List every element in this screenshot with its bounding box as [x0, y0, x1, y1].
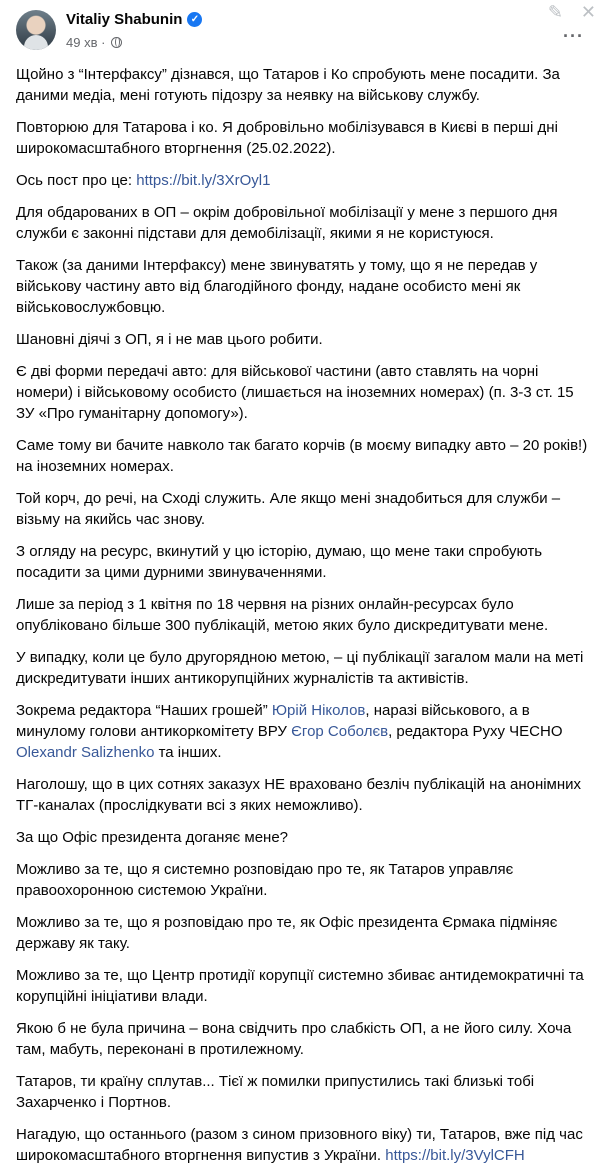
post-paragraph: [16, 912, 590, 954]
post-paragraph: [16, 255, 590, 318]
paragraph-text: Ось пост про це:: [16, 172, 137, 189]
paragraph-text: З огляду на ресурс, вкинутий у цю історію, думаю, що мене таки спробують посадити за цими дурними звинуваченнями.: [16, 543, 543, 581]
post-link[interactable]: https://bit.ly/3XrOyl1: [136, 172, 271, 189]
author-row: [66, 11, 202, 28]
post-paragraph: [16, 859, 590, 901]
post-paragraph: [16, 647, 590, 689]
mention-link[interactable]: Єгор Соболєв: [291, 723, 389, 740]
post-paragraph: [16, 64, 590, 106]
globe-icon: [111, 37, 122, 48]
paragraph-text: Для обдарованих в ОП – окрім добровільної мобілізації у мене з першого дня служби є законні підстави для демобілізації, якими я не користуюся.: [16, 204, 558, 242]
paragraph-text: Татаров, ти країну сплутав... Тієї ж помилки припустились такі близькі тобі Захарченко і Портнов.: [16, 1073, 535, 1111]
post-paragraph: [16, 774, 590, 816]
post-header: [0, 0, 608, 64]
paragraph-text: Повторюю для Татарова і ко. Я добровільно мобілізувався в Києві в перші дні широкомасштабного вторгнення (25.02.2022).: [16, 119, 558, 157]
paragraph-text: Також (за даними Інтерфаксу) мене звинуватять у тому, що я не передав у військову частину авто від благодійного фонду, надане особисто мені як військовослужбовцю.: [16, 257, 538, 316]
author-avatar[interactable]: [16, 10, 56, 50]
post-time[interactable]: 49 хв: [66, 35, 98, 50]
more-options-icon[interactable]: ···: [563, 26, 584, 46]
paragraph-text: Наголошу, що в цих сотнях заказух НЕ враховано безліч публікацій на анонімних ТГ-каналах (прослідкувати всі з яких неможливо).: [16, 776, 582, 814]
post-paragraph: [16, 700, 590, 763]
pin-icon[interactable]: ✎: [547, 2, 563, 22]
post-paragraph: [16, 541, 590, 583]
post-paragraph: [16, 965, 590, 1007]
close-icon[interactable]: ✕: [580, 2, 596, 22]
post-paragraph: [16, 202, 590, 244]
paragraph-text: Зокрема редактора “Наших грошей”: [16, 702, 272, 719]
mention-link[interactable]: Юрій Ніколов: [271, 702, 366, 719]
author-name[interactable]: Vitaliy Shabunin: [66, 11, 183, 28]
post-body: [0, 64, 608, 1166]
paragraph-text: У випадку, коли це було другорядною метою, – ці публікації загалом мали на меті дискредитувати інших антикорупційних журналістів та активістів.: [16, 649, 584, 687]
post-paragraph: [16, 594, 590, 636]
paragraph-text: За що Офіс президента доганяє мене?: [16, 829, 289, 846]
post-paragraph: [16, 361, 590, 424]
paragraph-text: Можливо за те, що Центр протидії корупції системно збиває антидемократичні та корупційні ініціативи влади.: [16, 967, 584, 1005]
post-paragraph: [16, 435, 590, 477]
paragraph-text: Лише за період з 1 квітня по 18 червня на різних онлайн-ресурсах було опубліковано більше 300 публікацій, метою яких було дискредитувати мене.: [16, 596, 549, 634]
post-paragraph: [16, 488, 590, 530]
mention-link[interactable]: Olexandr Salizhenko: [16, 744, 155, 761]
paragraph-text: Той корч, до речі, на Сході служить. Але якщо мені знадобиться для служби – візьму на якийсь час знову.: [16, 490, 561, 528]
post-paragraph: [16, 117, 590, 159]
paragraph-text: Саме тому ви бачите навколо так багато корчів (в моєму випадку авто – 20 років!) на іноземних номерах.: [16, 437, 588, 475]
verified-badge-icon: ✓: [187, 12, 202, 27]
paragraph-text: Можливо за те, що я системно розповідаю про те, як Татаров управляє правоохоронною системою України.: [16, 861, 514, 899]
post-paragraph: [16, 1124, 590, 1166]
paragraph-text: Є дві форми передачі авто: для військової частини (авто ставлять на чорні номери) і військовому особисто (лишається на іноземних номерах) (п. 3-3 ст. 15 ЗУ «Про гуманітарну допомогу»).: [16, 363, 574, 422]
paragraph-text: та інших.: [154, 744, 222, 761]
post-paragraph: [16, 170, 590, 191]
paragraph-text: , наразі військового, а в минулому голови антикоркомітету ВРУ: [16, 702, 530, 740]
paragraph-text: Можливо за те, що я розповідаю про те, як Офіс президента Єрмака підміняє державу як таку.: [16, 914, 558, 952]
post-paragraph: [16, 1018, 590, 1060]
post-link[interactable]: https://bit.ly/3VylCFH: [385, 1147, 525, 1164]
meta-separator: ·: [97, 35, 106, 50]
post-paragraph: [16, 827, 590, 848]
top-right-actions: [548, 2, 596, 22]
post-paragraph: [16, 1071, 590, 1113]
post-meta: [66, 35, 122, 50]
paragraph-text: Якою б не була причина – вона свідчить про слабкість ОП, а не його силу. Хоча там, мабуть, переконані в протилежному.: [16, 1020, 572, 1058]
paragraph-text: Шановні діячі з ОП, я і не мав цього робити.: [16, 331, 323, 348]
paragraph-text: Щойно з “Інтерфаксу” дізнався, що Татаров і Ко спробують мене посадити. За даними медіа, мені готують підозру за неявку на військову службу.: [16, 66, 560, 104]
paragraph-text: Нагадую, що останнього (разом з сином призовного віку) ти, Татаров, вже під час широкомасштабного вторгнення випустив з України.: [16, 1126, 583, 1164]
post-paragraph: [16, 329, 590, 350]
paragraph-text: , редактора Руху ЧЕСНО: [388, 723, 563, 740]
